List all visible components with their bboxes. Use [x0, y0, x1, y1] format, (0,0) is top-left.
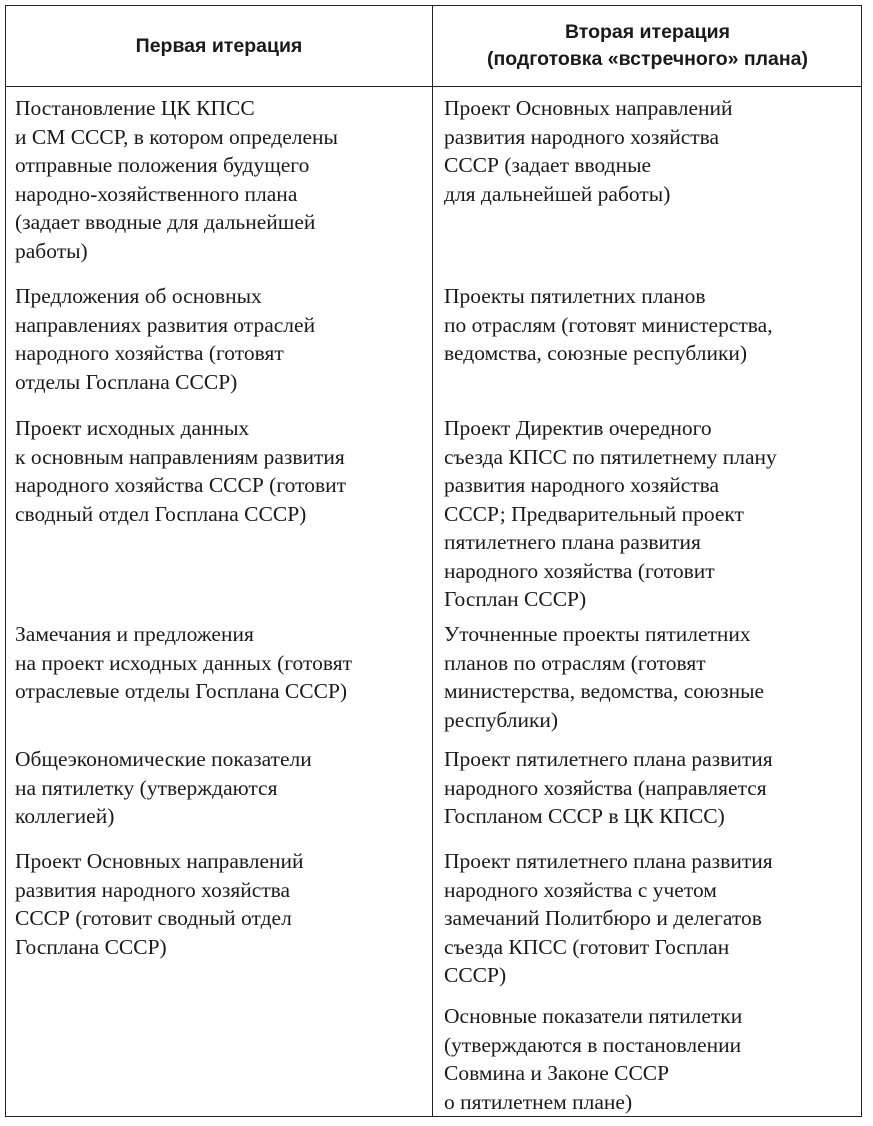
cell-line: развития народного хозяйства — [444, 124, 720, 149]
cell-line: (утверждаются в постановлении — [444, 1032, 742, 1057]
cell-line: Основные показатели пятилетки — [444, 1004, 743, 1028]
cell-line: и СМ СССР, в котором определены — [15, 124, 339, 149]
cell-line: СССР (задает вводные — [444, 153, 652, 177]
cell-line: отраслевые отделы Госплана СССР) — [15, 679, 348, 703]
cell-line: народного хозяйства (направляется — [444, 775, 767, 800]
right-cell-7 — [444, 1002, 742, 1116]
cell-line: отделы Госплана СССР) — [15, 369, 238, 394]
cell-line: народно-хозяйственного плана — [15, 181, 298, 206]
cell-line: Госплана СССР) — [15, 934, 167, 959]
cell-line: министерства, ведомства, союзные — [444, 679, 765, 703]
right-cell-3 — [444, 414, 777, 614]
cell-line: народного хозяйства с учетом — [444, 877, 717, 902]
cell-line: о пятилетнем плане) — [444, 1089, 633, 1114]
cell-line: Постановление ЦК КПСС — [15, 96, 255, 120]
cell-line: СССР; Предварительный проект — [444, 501, 744, 526]
header-text: Вторая итерация — [564, 21, 731, 43]
cell-line: съезда КПСС по пятилетнему плану — [444, 444, 777, 469]
cell-line: для дальнейшей работы) — [444, 181, 671, 206]
cell-line: Госплан СССР) — [444, 587, 587, 611]
cell-line: коллегией) — [15, 804, 115, 828]
header-text: (подготовка «встречного» плана) — [487, 48, 808, 70]
cell-line: Проект Основных направлений — [444, 96, 733, 120]
cell-line: планов по отраслям (готовят — [444, 650, 706, 675]
cell-line: СССР) — [444, 963, 507, 987]
header-text: Первая итерация — [135, 34, 303, 57]
left-cell-1 — [15, 94, 338, 265]
cell-line: Госпланом СССР в ЦК КПСС) — [444, 804, 725, 828]
cell-line: пятилетнего плана развития — [444, 530, 701, 554]
cell-line: развития народного хозяйства — [15, 877, 291, 902]
cell-line: съезда КПСС (готовит Госплан — [444, 934, 730, 959]
left-cell-6 — [15, 847, 304, 961]
column-divider — [432, 6, 433, 1116]
left-cell-2 — [15, 282, 315, 396]
cell-line: к основным направлениям развития — [15, 444, 345, 469]
cell-line: Проект исходных данных — [15, 416, 250, 440]
cell-line: ведомства, союзные республики) — [444, 341, 748, 365]
cell-line: Замечания и предложения — [15, 622, 254, 646]
cell-line: народного хозяйства (готовят — [15, 341, 284, 365]
cell-line: народного хозяйства (готовит — [444, 558, 715, 583]
right-cell-1 — [444, 94, 733, 208]
header-second-iteration — [434, 6, 861, 86]
cell-line: замечаний Политбюро и делегатов — [444, 906, 762, 930]
cell-line: Общеэкономические показатели — [15, 747, 312, 771]
right-cell-2 — [444, 282, 773, 368]
cell-line: по отраслям (готовят министерства, — [444, 312, 773, 337]
right-cell-4 — [444, 620, 764, 734]
cell-line: (задает вводные для дальнейшей — [15, 210, 316, 234]
cell-line: СССР (готовит сводный отдел — [15, 906, 292, 930]
left-cell-3 — [15, 414, 346, 528]
cell-line: Совмина и Законе СССР — [444, 1061, 670, 1085]
cell-line: отправные положения будущего — [15, 153, 310, 177]
header-divider — [6, 86, 861, 87]
right-cell-5 — [444, 745, 773, 831]
cell-line: Проект Основных направлений — [15, 849, 304, 873]
cell-line: республики) — [444, 707, 559, 732]
cell-line: сводный отдел Госплана СССР) — [15, 501, 307, 526]
cell-line: Проект пятилетнего плана развития — [444, 747, 773, 771]
cell-line: работы) — [15, 238, 88, 263]
cell-line: развития народного хозяйства — [444, 473, 720, 497]
comparison-table — [5, 5, 862, 1117]
cell-line: Проект пятилетнего плана развития — [444, 849, 773, 873]
cell-line: на пятилетку (утверждаются — [15, 775, 278, 800]
cell-line: народного хозяйства СССР (готовит — [15, 473, 347, 497]
header-first-iteration — [6, 6, 432, 86]
cell-line: направлениях развития отраслей — [15, 312, 316, 337]
cell-line: Уточненные проекты пятилетних — [444, 622, 751, 646]
cell-line: Проекты пятилетних планов — [444, 284, 706, 308]
left-cell-5 — [15, 745, 312, 831]
cell-line: Проект Директив очередного — [444, 416, 712, 440]
cell-line: Предложения об основных — [15, 284, 262, 308]
right-cell-6 — [444, 847, 773, 990]
cell-line: на проект исходных данных (готовят — [15, 650, 352, 675]
left-cell-4 — [15, 620, 352, 706]
